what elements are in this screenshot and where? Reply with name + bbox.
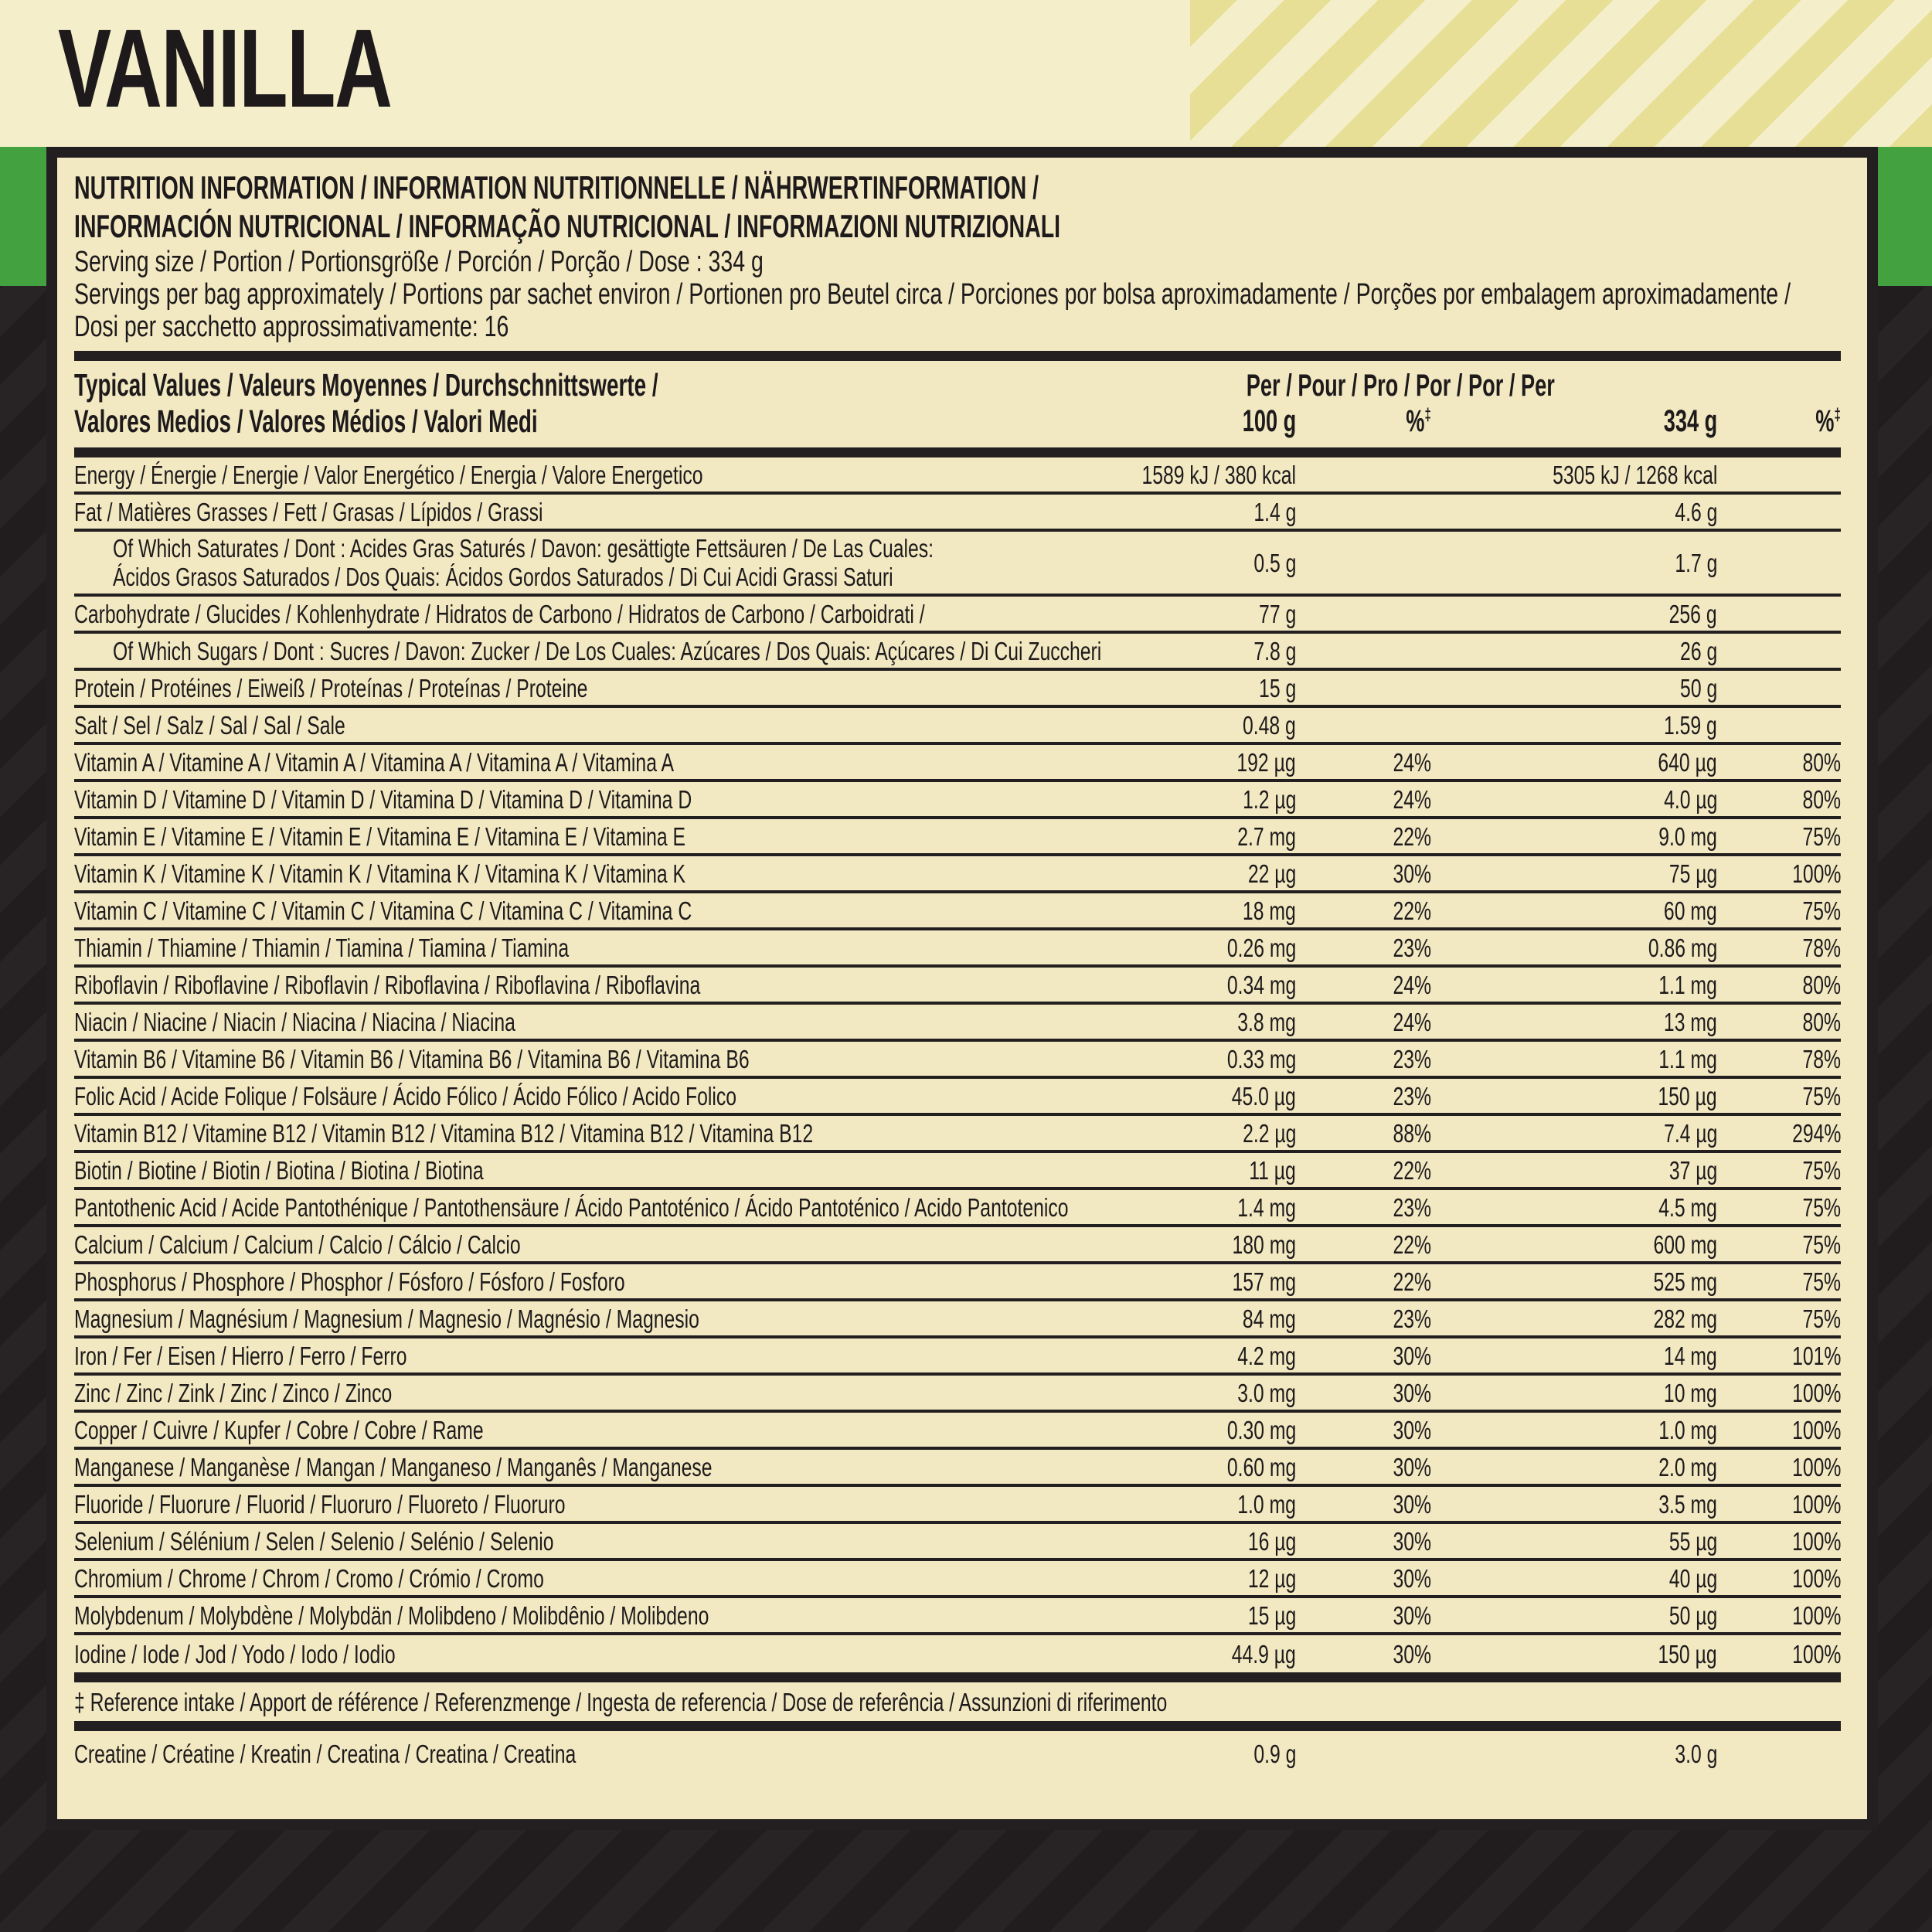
pct-per-334g: 80% (1802, 784, 1841, 814)
reference-intake-footnote: ‡ Reference intake / Apport de référence / Referenzmenge / Ingesta de referencia / Dose de referência / Assunzioni di riferimento (74, 1687, 1168, 1716)
pct-per-100g (1296, 461, 1431, 489)
table-row (74, 1301, 1841, 1338)
col-header-100g: 100 g (1242, 404, 1296, 438)
value-per-100g: 12 µg (1247, 1563, 1296, 1593)
table-row (74, 1264, 1841, 1301)
row-label: Magnesium / Magnésium / Magnesium / Magnesio / Magnésio / Magnesio (74, 1304, 699, 1333)
table-row (74, 1042, 1841, 1079)
row-label: Copper / Cuivre / Kupfer / Cobre / Cobre / Rame (74, 1415, 484, 1444)
table-row (74, 1227, 1841, 1264)
value-per-334g: 37 µg (1668, 1155, 1717, 1185)
table-row (74, 1153, 1841, 1190)
table-row (74, 893, 1841, 930)
pct-per-334g: 294% (1791, 1118, 1841, 1148)
table-row (74, 1413, 1841, 1450)
table-row (74, 1731, 1841, 1776)
pct-per-334g: 100% (1791, 1563, 1841, 1593)
value-per-100g: 15 µg (1247, 1600, 1296, 1630)
row-label: Creatine / Créatine / Kreatin / Creatina / Creatina / Creatina (74, 1739, 577, 1768)
table-row (74, 968, 1841, 1005)
pct-per-334g (1717, 674, 1841, 702)
value-per-334g: 9.0 mg (1658, 821, 1717, 851)
row-label: Vitamin K / Vitamine K / Vitamin K / Vitamina K / Vitamina K / Vitamina K (74, 859, 686, 888)
value-per-100g: 3.0 mg (1237, 1378, 1296, 1407)
flavor-band (0, 0, 1932, 147)
table-row (74, 634, 1841, 671)
row-label: Energy / Énergie / Energie / Valor Energético / Energia / Valore Energetico (74, 460, 703, 489)
value-per-334g: 55 µg (1668, 1526, 1717, 1556)
row-label: Iodine / Iode / Jod / Yodo / Iodo / Iodio (74, 1639, 396, 1668)
pct-per-334g (1717, 1740, 1841, 1768)
table-row (74, 745, 1841, 782)
row-label: Folic Acid / Acide Folique / Folsäure / Ácido Fólico / Ácido Fólico / Acido Folico (74, 1081, 737, 1111)
value-per-334g: 50 µg (1668, 1600, 1717, 1630)
value-per-334g: 150 µg (1658, 1081, 1717, 1111)
value-per-334g: 1.1 mg (1658, 1044, 1717, 1073)
value-per-100g: 4.2 mg (1237, 1341, 1296, 1370)
typical-values-line-1: Typical Values / Valeurs Moyennes / Durchschnittswerte / (74, 367, 658, 403)
col-header-pct-334g: %‡ (1815, 404, 1841, 438)
pct-per-334g: 80% (1802, 1007, 1841, 1036)
value-per-100g: 0.30 mg (1226, 1415, 1296, 1444)
value-per-100g: 1.4 g (1253, 497, 1296, 526)
pct-per-334g: 78% (1802, 933, 1841, 962)
value-per-100g: 84 mg (1243, 1304, 1296, 1333)
creatine-rows (74, 1731, 1841, 1776)
value-per-334g: 60 mg (1664, 896, 1717, 925)
pct-per-100g: 30% (1393, 1452, 1431, 1481)
pct-per-334g: 75% (1802, 896, 1841, 925)
pct-per-334g (1717, 600, 1841, 628)
pct-per-334g: 75% (1802, 1267, 1841, 1296)
row-label: Of Which Saturates / Dont : Acides Gras Saturés / Davon: gesättigte Fettsäuren / De Las Cuales: Ácidos Grasos Saturados / Dos Quais: Ácidos Gordos Saturados / Di Cui Acidi Grassi Saturi (113, 534, 934, 591)
value-per-100g: 0.9 g (1253, 1739, 1296, 1768)
pct-per-334g: 75% (1802, 1155, 1841, 1185)
value-per-334g: 525 mg (1653, 1267, 1717, 1296)
pct-per-100g: 24% (1393, 970, 1431, 999)
panel-heading (74, 168, 1841, 343)
row-label: Fluoride / Fluorure / Fluorid / Fluoruro / Fluoreto / Fluoruro (74, 1489, 566, 1519)
pct-per-100g: 23% (1393, 1304, 1431, 1333)
pct-per-334g: 100% (1791, 1378, 1841, 1407)
table-row (74, 597, 1841, 634)
table-row (74, 782, 1841, 819)
value-per-100g: 45.0 µg (1231, 1081, 1296, 1111)
row-label: Molybdenum / Molybdène / Molybdän / Molibdeno / Molibdênio / Molibdeno (74, 1600, 709, 1630)
value-per-334g: 7.4 µg (1663, 1118, 1717, 1148)
row-label: Iron / Fer / Eisen / Hierro / Ferro / Ferro (74, 1341, 407, 1370)
pct-per-334g: 101% (1791, 1341, 1841, 1370)
value-per-334g: 50 g (1679, 673, 1717, 702)
pct-per-100g: 23% (1393, 1044, 1431, 1073)
table-row (74, 1635, 1841, 1672)
pct-per-100g: 22% (1393, 821, 1431, 851)
row-label: Vitamin E / Vitamine E / Vitamin E / Vitamina E / Vitamina E / Vitamina E (74, 821, 686, 851)
pct-per-334g: 100% (1791, 1526, 1841, 1556)
table-row (74, 671, 1841, 708)
heading-line-2: INFORMACIÓN NUTRICIONAL / INFORMAÇÃO NUTRICIONAL / INFORMAZIONI NUTRIZIONALI (74, 208, 1061, 244)
value-per-100g: 1589 kJ / 380 kcal (1141, 460, 1296, 489)
value-per-100g: 0.60 mg (1226, 1452, 1296, 1481)
table-header (74, 361, 1841, 447)
value-per-100g: 0.34 mg (1226, 970, 1296, 999)
row-label: Niacin / Niacine / Niacin / Niacina / Niacina / Niacina (74, 1007, 515, 1036)
pct-per-100g (1296, 600, 1431, 628)
value-per-100g: 44.9 µg (1231, 1639, 1296, 1668)
value-per-334g: 4.0 µg (1663, 784, 1717, 814)
nutrition-panel (46, 147, 1878, 1830)
pct-per-100g (1296, 711, 1431, 740)
value-per-334g: 10 mg (1664, 1378, 1717, 1407)
value-per-100g: 0.48 g (1243, 710, 1296, 740)
value-per-100g: 1.4 mg (1237, 1192, 1296, 1222)
separator-bar (74, 447, 1841, 457)
pct-per-100g: 30% (1393, 1526, 1431, 1556)
pct-per-100g (1296, 1740, 1431, 1768)
table-row (74, 856, 1841, 893)
typical-values-line-2: Valores Medios / Valores Médios / Valori Medi (74, 403, 538, 439)
pct-per-100g: 30% (1393, 1600, 1431, 1630)
table-row (74, 819, 1841, 856)
value-per-334g: 13 mg (1664, 1007, 1717, 1036)
servings-per-bag-line-1: Servings per bag approximately / Portions par sachet environ / Portionen pro Beutel circa / Porciones por bolsa aproximadamente / Porções por embalagem aproximadamente / (74, 278, 1791, 311)
row-label: Calcium / Calcium / Calcium / Calcio / Cálcio / Calcio (74, 1230, 521, 1259)
value-per-100g: 0.26 mg (1226, 933, 1296, 962)
row-label: Biotin / Biotine / Biotin / Biotina / Biotina / Biotina (74, 1155, 484, 1185)
pct-per-100g: 24% (1393, 747, 1431, 777)
pct-per-100g: 22% (1393, 896, 1431, 925)
table-row (74, 1524, 1841, 1561)
value-per-100g: 2.2 µg (1242, 1118, 1296, 1148)
value-per-334g: 600 mg (1653, 1230, 1717, 1259)
table-row (74, 1190, 1841, 1227)
value-per-100g: 7.8 g (1253, 636, 1296, 665)
value-per-334g: 14 mg (1664, 1341, 1717, 1370)
value-per-100g: 22 µg (1247, 859, 1296, 888)
table-row (74, 1487, 1841, 1524)
value-per-100g: 16 µg (1247, 1526, 1296, 1556)
value-per-334g: 1.0 mg (1658, 1415, 1717, 1444)
pct-per-334g: 100% (1791, 1600, 1841, 1630)
value-per-334g: 1.7 g (1674, 548, 1717, 577)
pct-per-334g: 75% (1802, 821, 1841, 851)
pct-per-100g: 30% (1393, 1489, 1431, 1519)
pct-per-100g: 23% (1393, 1192, 1431, 1222)
nutrient-rows (74, 457, 1841, 1672)
value-per-334g: 256 g (1669, 599, 1717, 628)
value-per-334g: 4.6 g (1674, 497, 1717, 526)
pct-per-100g: 22% (1393, 1155, 1431, 1185)
pct-per-100g: 22% (1393, 1267, 1431, 1296)
pct-per-100g (1296, 674, 1431, 702)
flavor-title: VANILLA (58, 6, 392, 131)
value-per-100g: 0.33 mg (1226, 1044, 1296, 1073)
row-label: Manganese / Manganèse / Mangan / Manganeso / Manganês / Manganese (74, 1452, 713, 1481)
pct-per-100g: 23% (1393, 933, 1431, 962)
value-per-100g: 1.0 mg (1237, 1489, 1296, 1519)
table-row (74, 1561, 1841, 1598)
value-per-100g: 1.2 µg (1242, 784, 1296, 814)
row-label: Phosphorus / Phosphore / Phosphor / Fósforo / Fósforo / Fosforo (74, 1267, 625, 1296)
row-label: Pantothenic Acid / Acide Pantothénique / Pantothensäure / Ácido Pantoténico / Ácido Pantoténico / Acido Pantotenico (74, 1192, 1069, 1222)
pct-per-334g: 80% (1802, 747, 1841, 777)
row-label: Vitamin D / Vitamine D / Vitamin D / Vitamina D / Vitamina D / Vitamina D (74, 784, 692, 814)
pct-per-334g: 80% (1802, 970, 1841, 999)
row-label: Salt / Sel / Salz / Sal / Sal / Sale (74, 710, 345, 740)
separator-bar (74, 1672, 1841, 1682)
value-per-100g: 18 mg (1243, 896, 1296, 925)
row-label: Selenium / Sélénium / Selen / Selenio / Selénio / Selenio (74, 1526, 554, 1556)
typical-values-heading (74, 367, 925, 440)
pct-per-334g: 75% (1802, 1230, 1841, 1259)
pct-per-334g: 78% (1802, 1044, 1841, 1073)
pct-per-100g (1296, 549, 1431, 577)
value-per-334g: 4.5 mg (1658, 1192, 1717, 1222)
pct-per-100g (1296, 498, 1431, 526)
pct-per-334g: 100% (1791, 1639, 1841, 1668)
row-label: Zinc / Zinc / Zink / Zinc / Zinco / Zinco (74, 1378, 393, 1407)
table-row (74, 1338, 1841, 1376)
table-row (74, 1079, 1841, 1116)
value-per-100g: 77 g (1258, 599, 1296, 628)
pct-per-100g: 23% (1393, 1081, 1431, 1111)
value-per-100g: 180 mg (1232, 1230, 1296, 1259)
value-per-334g: 1.59 g (1664, 710, 1717, 740)
table-row (74, 1376, 1841, 1413)
pct-per-334g: 100% (1791, 859, 1841, 888)
pct-per-334g (1717, 711, 1841, 740)
pct-per-100g: 30% (1393, 1639, 1431, 1668)
value-per-100g: 0.5 g (1253, 548, 1296, 577)
pct-per-100g: 30% (1393, 1341, 1431, 1370)
pct-per-334g: 75% (1802, 1081, 1841, 1111)
separator-bar (74, 1721, 1841, 1731)
value-per-100g: 157 mg (1232, 1267, 1296, 1296)
pct-per-334g: 100% (1791, 1415, 1841, 1444)
col-header-pct-100g: %‡ (1406, 404, 1431, 438)
serving-size-line: Serving size / Portion / Portionsgröße / Porción / Porção / Dose : 334 g (74, 246, 764, 278)
diagonal-stripes-decoration (1190, 0, 1932, 147)
row-label: Fat / Matières Grasses / Fett / Grasas / Lípidos / Grassi (74, 497, 543, 526)
value-per-334g: 282 mg (1653, 1304, 1717, 1333)
pct-per-100g: 24% (1393, 1007, 1431, 1036)
value-per-334g: 3.0 g (1674, 1739, 1717, 1768)
pct-per-100g (1296, 637, 1431, 665)
value-per-100g: 192 µg (1236, 747, 1296, 777)
pct-per-100g: 88% (1393, 1118, 1431, 1148)
value-per-334g: 40 µg (1668, 1563, 1717, 1593)
pct-per-100g: 22% (1393, 1230, 1431, 1259)
value-per-334g: 1.1 mg (1658, 970, 1717, 999)
value-per-334g: 150 µg (1658, 1639, 1717, 1668)
table-row (74, 532, 1841, 597)
pct-per-100g: 30% (1393, 1415, 1431, 1444)
value-per-334g: 640 µg (1658, 747, 1717, 777)
heading-line-1: NUTRITION INFORMATION / INFORMATION NUTRITIONNELLE / NÄHRWERTINFORMATION / (74, 169, 1039, 206)
pct-per-334g (1717, 498, 1841, 526)
row-label: Chromium / Chrome / Chrom / Cromo / Crómio / Cromo (74, 1563, 544, 1593)
separator-bar (74, 351, 1841, 361)
pct-per-100g: 30% (1393, 1563, 1431, 1593)
value-per-100g: 2.7 mg (1237, 821, 1296, 851)
pct-per-334g: 100% (1791, 1452, 1841, 1481)
pct-per-100g: 30% (1393, 859, 1431, 888)
table-row (74, 930, 1841, 968)
pct-per-334g (1717, 461, 1841, 489)
pct-per-100g: 24% (1393, 784, 1431, 814)
value-per-334g: 2.0 mg (1658, 1452, 1717, 1481)
row-label: Riboflavin / Riboflavine / Riboflavin / Riboflavina / Riboflavina / Riboflavina (74, 970, 701, 999)
row-label: Vitamin B6 / Vitamine B6 / Vitamin B6 / Vitamina B6 / Vitamina B6 / Vitamina B6 (74, 1044, 750, 1073)
table-row (74, 1116, 1841, 1153)
pct-per-334g: 100% (1791, 1489, 1841, 1519)
row-label: Vitamin C / Vitamine C / Vitamin C / Vitamina C / Vitamina C / Vitamina C (74, 896, 692, 925)
value-per-334g: 5305 kJ / 1268 kcal (1552, 460, 1717, 489)
col-header-334g: 334 g (1663, 404, 1717, 438)
pct-per-334g: 75% (1802, 1192, 1841, 1222)
row-label: Thiamin / Thiamine / Thiamin / Tiamina / Tiamina / Tiamina (74, 933, 570, 962)
row-label: Vitamin B12 / Vitamine B12 / Vitamin B12 / Vitamina B12 / Vitamina B12 / Vitamina B12 (74, 1118, 814, 1148)
pct-per-100g: 30% (1393, 1378, 1431, 1407)
table-row (74, 708, 1841, 745)
value-per-100g: 11 µg (1249, 1155, 1296, 1185)
value-per-334g: 75 µg (1668, 859, 1717, 888)
value-per-100g: 15 g (1258, 673, 1296, 702)
row-label: Protein / Protéines / Eiweiß / Proteínas / Proteínas / Proteine (74, 673, 588, 702)
value-per-334g: 3.5 mg (1658, 1489, 1717, 1519)
pct-per-334g (1717, 637, 1841, 665)
table-row (74, 1005, 1841, 1042)
table-row (74, 1598, 1841, 1635)
row-label: Of Which Sugars / Dont : Sucres / Davon: Zucker / De Los Cuales: Azúcares / Dos Quais: Açúcares / Di Cui Zuccheri (113, 636, 1102, 665)
value-per-100g: 3.8 mg (1237, 1007, 1296, 1036)
row-label: Vitamin A / Vitamine A / Vitamin A / Vitamina A / Vitamina A / Vitamina A (74, 747, 674, 777)
row-label: Carbohydrate / Glucides / Kohlenhydrate / Hidratos de Carbono / Hidratos de Carbono / Carboidrati / (74, 599, 925, 628)
pct-per-334g (1717, 549, 1841, 577)
table-row (74, 495, 1841, 532)
table-row (74, 457, 1841, 495)
column-header-row (925, 403, 1841, 439)
per-heading: Per / Pour / Pro / Por / Por / Per (1246, 369, 1555, 403)
pct-per-334g: 75% (1802, 1304, 1841, 1333)
value-per-334g: 26 g (1679, 636, 1717, 665)
value-per-334g: 0.86 mg (1648, 933, 1717, 962)
column-headers (925, 368, 1841, 439)
servings-per-bag-line-2: Dosi per sacchetto approssimativamente: 16 (74, 311, 509, 343)
table-row (74, 1450, 1841, 1487)
